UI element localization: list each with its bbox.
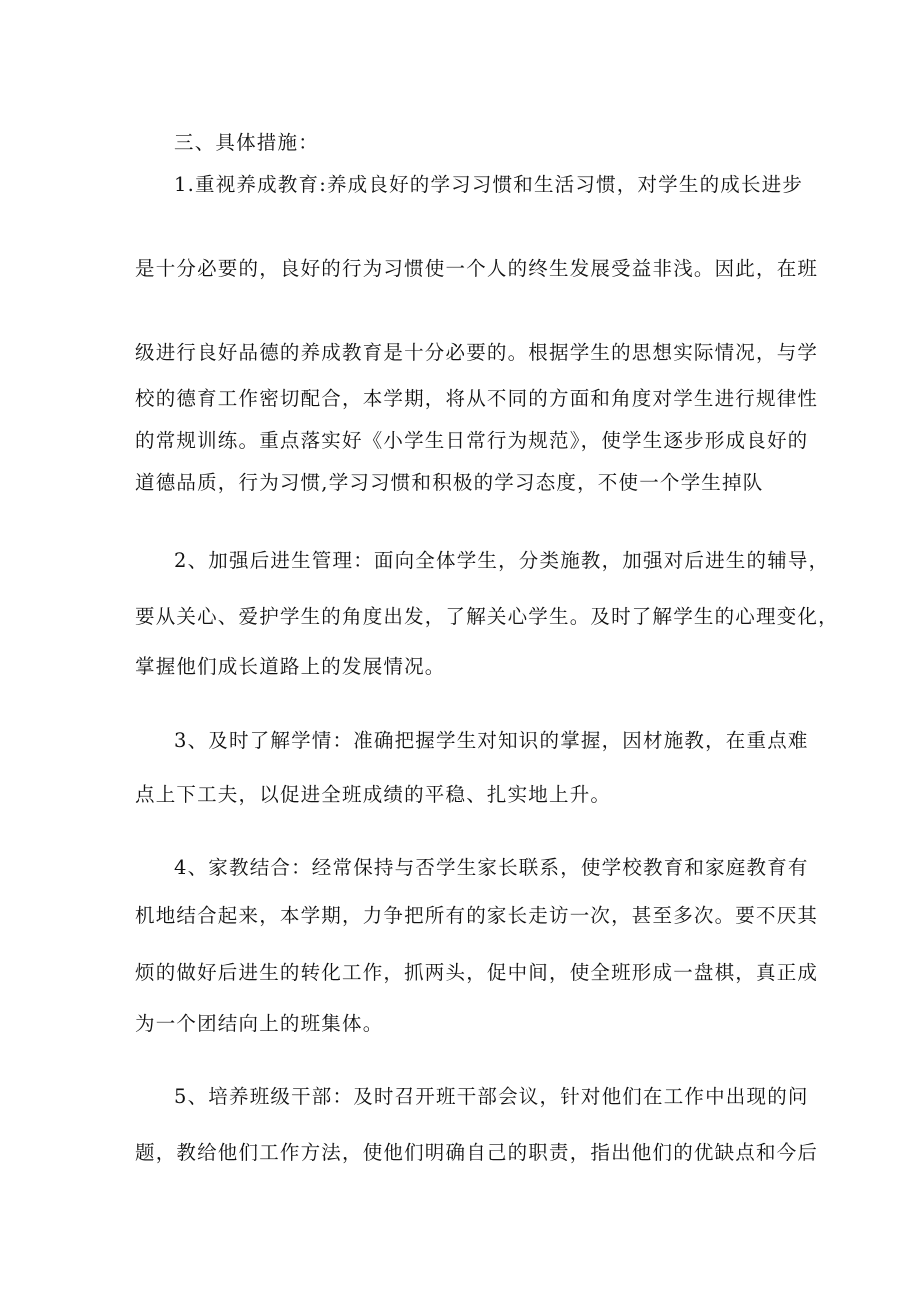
paragraph-5-line-2: 题，教给他们工作方法，使他们明确自己的职责，指出他们的优缺点和今后 xyxy=(135,1141,819,1164)
paragraph-4-line-1: 4、家教结合：经常保持与否学生家长联系，使学校教育和家庭教育有 xyxy=(174,856,809,879)
paragraph-1-line-4: 校的德育工作密切配合，本学期，将从不同的方面和角度对学生进行规律性 xyxy=(135,387,819,410)
paragraph-1-line-2: 是十分必要的，良好的行为习惯使一个人的终生发展受益非浅。因此，在班 xyxy=(135,257,819,280)
paragraph-5-line-1: 5、培养班级干部：及时召开班干部会议，针对他们在工作中出现的问 xyxy=(174,1085,809,1108)
paragraph-2-line-2: 要从关心、爱护学生的角度出发，了解关心学生。及时了解学生的心理变化， xyxy=(135,605,839,628)
paragraph-4-line-2: 机地结合起来，本学期，力争把所有的家长走访一次，甚至多次。要不厌其 xyxy=(135,904,819,927)
paragraph-2-line-3: 掌握他们成长道路上的发展情况。 xyxy=(135,655,446,678)
paragraph-4-line-4: 为一个团结向上的班集体。 xyxy=(135,1012,384,1035)
paragraph-2-line-1: 2、加强后进生管理：面向全体学生，分类施教，加强对后进生的辅导， xyxy=(174,549,830,572)
paragraph-3-line-1: 3、及时了解学情：准确把握学生对知识的掌握，因材施教，在重点难 xyxy=(174,729,809,752)
paragraph-3-line-2: 点上下工夫，以促进全班成绩的平稳、扎实地上升。 xyxy=(135,783,612,806)
paragraph-1-line-6: 道德品质，行为习惯,学习习惯和积极的学习态度，不使一个学生掉队 xyxy=(135,471,764,494)
section-heading: 三、具体措施： xyxy=(174,131,319,154)
paragraph-1-line-1: 1.重视养成教育:养成良好的学习习惯和生活习惯，对学生的成长进步 xyxy=(174,173,804,196)
paragraph-1-line-5: 的常规训练。重点落实好《小学生日常行为规范》，使学生逐步形成良好的 xyxy=(135,429,809,452)
paragraph-4-line-3: 烦的做好后进生的转化工作，抓两头，促中间，使全班形成一盘棋，真正成 xyxy=(135,961,819,984)
paragraph-1-line-3: 级进行良好品德的养成教育是十分必要的。根据学生的思想实际情况，与学 xyxy=(135,341,819,364)
